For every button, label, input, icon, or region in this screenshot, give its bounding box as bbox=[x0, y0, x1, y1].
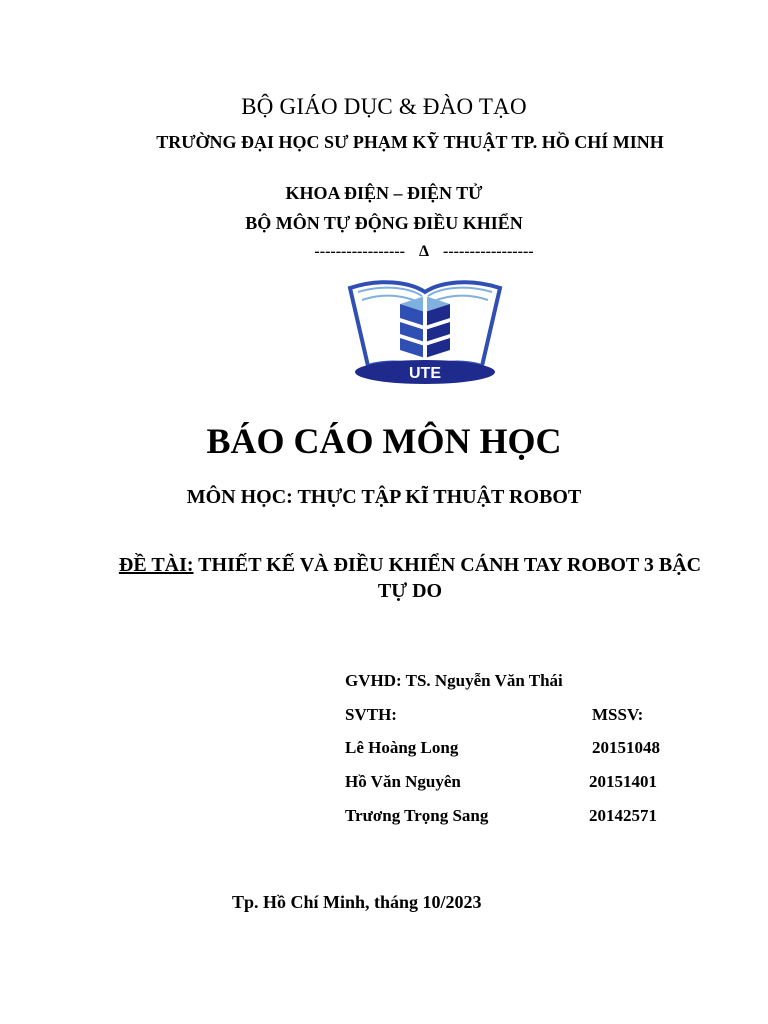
logo-text: UTE bbox=[409, 365, 441, 382]
student-name: Lê Hoàng Long bbox=[345, 738, 459, 757]
students-header-row bbox=[345, 705, 644, 725]
cube-emblem bbox=[400, 296, 450, 360]
decorative-divider bbox=[40, 243, 768, 261]
subject-line: MÔN HỌC: THỰC TẬP KĨ THUẬT ROBOT bbox=[186, 486, 582, 508]
department-name: BỘ MÔN TỰ ĐỘNG ĐIỀU KHIỂN bbox=[245, 213, 523, 233]
students-label: SVTH: bbox=[345, 705, 397, 724]
ute-logo bbox=[340, 274, 510, 388]
ministry-heading: BỘ GIÁO DỤC & ĐÀO TẠO bbox=[241, 94, 527, 119]
student-id: 20151401 bbox=[589, 772, 657, 791]
divider-symbol: Δ bbox=[418, 243, 430, 260]
topic bbox=[110, 552, 710, 604]
divider-right: ----------------- bbox=[443, 243, 534, 260]
table-row bbox=[345, 772, 657, 792]
advisor-line: GVHD: TS. Nguyễn Văn Thái bbox=[345, 671, 563, 690]
table-row bbox=[345, 738, 660, 758]
table-row bbox=[345, 806, 657, 826]
place-date: Tp. Hồ Chí Minh, tháng 10/2023 bbox=[232, 892, 482, 912]
report-title: BÁO CÁO MÔN HỌC bbox=[206, 421, 562, 461]
topic-label: ĐỀ TÀI: bbox=[118, 554, 194, 576]
divider-left: ----------------- bbox=[314, 243, 405, 260]
student-name: Hồ Văn Nguyên bbox=[345, 772, 461, 791]
id-label: MSSV: bbox=[592, 705, 644, 724]
school-name: TRƯỜNG ĐẠI HỌC SƯ PHẠM KỸ THUẬT TP. HỒ CHÍ MINH bbox=[156, 132, 664, 152]
topic-text: THIẾT KẾ VÀ ĐIỀU KHIỂN CÁNH TAY ROBOT 3 BẬC TỰ DO bbox=[193, 554, 702, 602]
student-name: Trương Trọng Sang bbox=[345, 806, 489, 825]
student-id: 20142571 bbox=[589, 806, 657, 825]
student-id: 20151048 bbox=[592, 738, 660, 757]
faculty-name: KHOA ĐIỆN – ĐIỆN TỬ bbox=[285, 183, 483, 203]
